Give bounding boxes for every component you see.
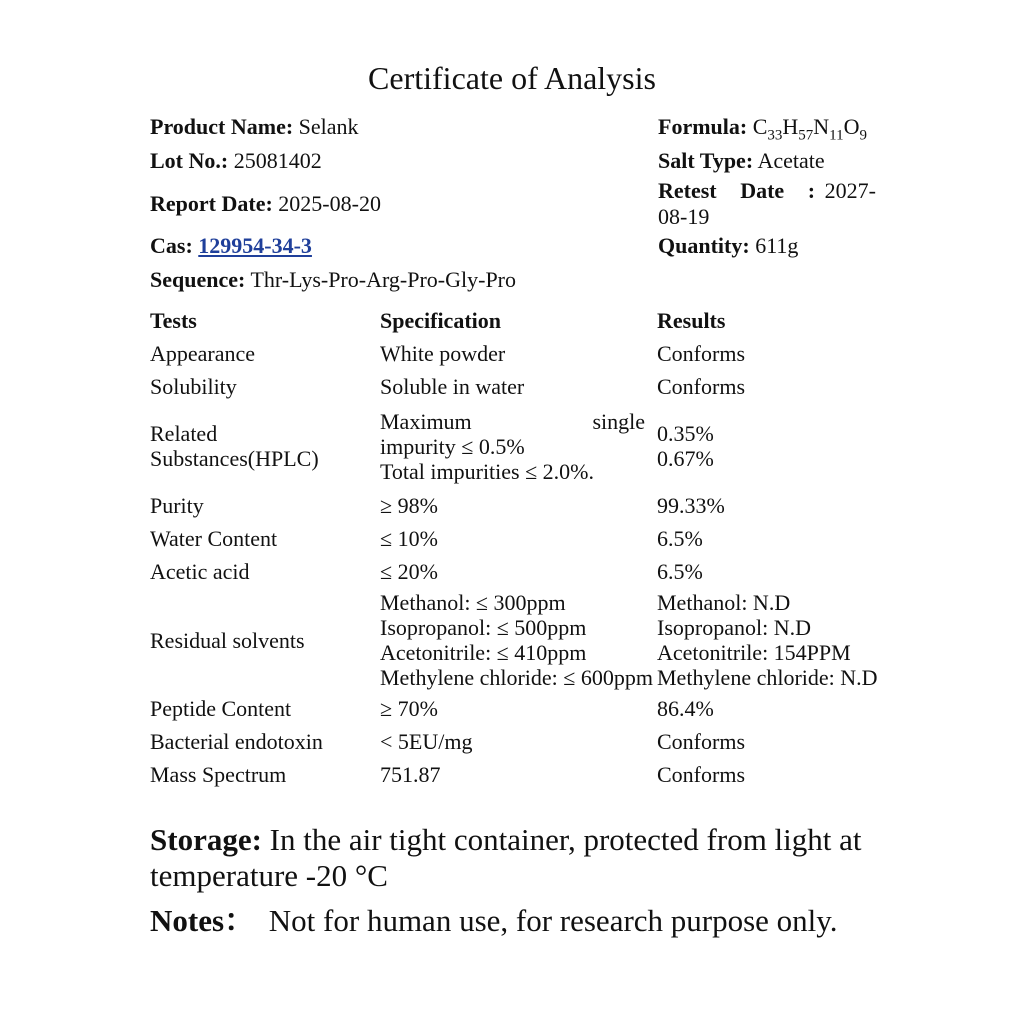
retest-date-field (658, 178, 876, 230)
spec-line: Acetonitrile: ≤ 410ppm (380, 640, 587, 665)
result: Conforms (657, 762, 745, 787)
table-row (150, 692, 880, 725)
result: 6.5% (657, 559, 703, 584)
specification: ≤ 20% (380, 559, 438, 584)
product-name-label: Product Name: (150, 114, 294, 139)
quantity-label: Quantity: (658, 233, 750, 258)
test-name: Peptide Content (150, 696, 292, 721)
report-date-value: 2025-08-20 (278, 191, 381, 216)
salt-type-label: Salt Type: (658, 148, 754, 173)
table-row (150, 337, 880, 370)
specification: ≥ 98% (380, 493, 438, 518)
specification: White powder (380, 341, 506, 366)
spec-line: Total impurities ≤ 2.0%. (380, 458, 595, 484)
formula-subscript-c: 33 (767, 127, 783, 144)
product-name-field (150, 114, 359, 140)
table-row (150, 555, 880, 588)
result-line: Methylene chloride: N.D (657, 665, 878, 690)
test-name: Related Substances(HPLC) (150, 421, 319, 471)
result-line: Isopropanol: N.D (657, 615, 811, 640)
tests-table (150, 303, 880, 791)
test-name: Purity (150, 493, 204, 518)
storage-note (150, 822, 890, 894)
page-title: Certificate of Analysis (368, 60, 656, 96)
spec-line: impurity ≤ 0.5% (380, 433, 525, 459)
formula-value (752, 114, 868, 144)
table-row (150, 588, 880, 692)
test-name: Solubility (150, 374, 237, 399)
cas-field (150, 233, 312, 259)
formula-subscript-n: 11 (829, 127, 844, 144)
result-line: Acetonitrile: 154PPM (657, 640, 851, 665)
quantity-field (658, 233, 798, 259)
test-name: Appearance (150, 341, 256, 366)
formula-subscript-o: 9 (859, 127, 868, 144)
result-line: 0.67% (657, 446, 714, 471)
formula-label: Formula: (658, 114, 748, 139)
sequence-label: Sequence: (150, 267, 246, 292)
retest-date-label: Retest Date : (658, 178, 816, 203)
notes-text: Not for human use, for research purpose only. (268, 903, 838, 938)
storage-text: In the air tight container, protected from light at temperature -20 °C (150, 822, 862, 893)
formula-field (658, 114, 867, 148)
column-header-results: Results (657, 307, 726, 333)
sequence-field (150, 267, 516, 293)
spec-line: Isopropanol: ≤ 500ppm (380, 615, 587, 640)
lot-no-label: Lot No.: (150, 148, 229, 173)
test-name: Residual solvents (150, 627, 305, 653)
spec-line: Methylene chloride: ≤ 600ppm (380, 665, 653, 690)
result-line: Methanol: N.D (657, 590, 791, 615)
column-header-tests: Tests (150, 307, 197, 333)
specification: < 5EU/mg (380, 729, 473, 754)
result: 86.4% (657, 696, 714, 721)
column-header-specification: Specification (380, 307, 501, 333)
table-row (150, 403, 880, 489)
result-line: 0.35% (657, 421, 714, 446)
result: Conforms (657, 374, 745, 399)
notes-label: Notes： (150, 903, 256, 938)
test-name: Bacterial endotoxin (150, 729, 323, 754)
specification: ≥ 70% (380, 696, 438, 721)
result (657, 590, 880, 690)
spec-line: Methanol: ≤ 300ppm (380, 590, 566, 615)
formula-element-h: H (782, 114, 799, 139)
storage-label: Storage: (150, 822, 262, 857)
product-name-value: Selank (298, 114, 359, 139)
table-row (150, 370, 880, 403)
salt-type-value: Acetate (757, 148, 825, 173)
table-row (150, 522, 880, 555)
retest-date-value: 2027-08-19 (658, 178, 876, 229)
notes (150, 903, 890, 939)
result: Conforms (657, 729, 745, 754)
spec-line: Maximum single (380, 408, 645, 434)
result: Conforms (657, 341, 745, 366)
specification (380, 409, 657, 484)
salt-type-field (658, 148, 825, 174)
test-name: Mass Spectrum (150, 762, 287, 787)
lot-no-value: 25081402 (233, 148, 322, 173)
formula-subscript-h: 57 (798, 127, 814, 144)
sequence-value: Thr-Lys-Pro-Arg-Pro-Gly-Pro (250, 267, 517, 292)
table-row (150, 758, 880, 791)
test-name: Acetic acid (150, 559, 250, 584)
result: 99.33% (657, 493, 725, 518)
table-header-row (150, 303, 880, 337)
cas-link[interactable]: 129954-34-3 (198, 233, 312, 258)
specification: ≤ 10% (380, 526, 438, 551)
formula-element-n: N (813, 114, 830, 139)
formula-element-c: C (752, 114, 768, 139)
quantity-value: 611g (755, 233, 799, 258)
report-date-label: Report Date: (150, 191, 273, 216)
specification (380, 590, 657, 690)
specification: Soluble in water (380, 374, 525, 399)
lot-no-field (150, 148, 322, 174)
cas-label: Cas: (150, 233, 193, 258)
formula-element-o: O (843, 114, 860, 139)
table-row (150, 489, 880, 522)
test-name: Water Content (150, 526, 278, 551)
result: 6.5% (657, 526, 703, 551)
report-date-field (150, 191, 381, 217)
result (657, 421, 880, 471)
specification: 751.87 (380, 762, 441, 787)
table-row (150, 725, 880, 758)
